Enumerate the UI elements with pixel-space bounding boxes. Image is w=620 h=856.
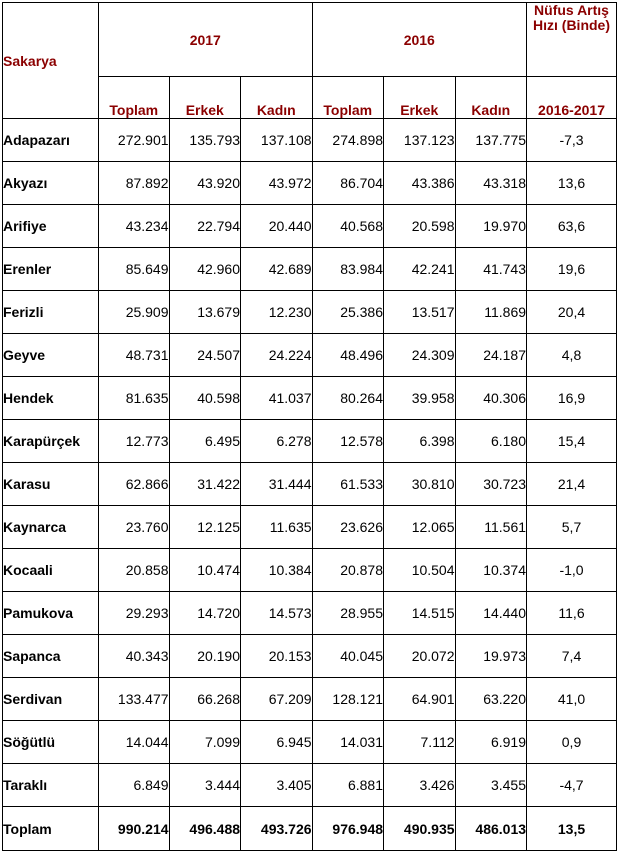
- cell-female-2017: 24.224: [241, 334, 313, 377]
- col-header-growth-period: 2016-2017: [527, 77, 617, 119]
- cell-total-2017: 14.044: [99, 721, 169, 764]
- cell-male-2017: 3.444: [169, 764, 241, 807]
- cell-total-2017: 29.293: [99, 592, 169, 635]
- cell-total-2016: 14.031: [312, 721, 384, 764]
- cell-district-name: Kocaali: [3, 549, 99, 592]
- cell-female-2017: 3.405: [241, 764, 313, 807]
- cell-total-2017: 12.773: [99, 420, 169, 463]
- cell-district-name: Serdivan: [3, 678, 99, 721]
- cell-district-name: Karapürçek: [3, 420, 99, 463]
- cell-growth-rate: 13,6: [527, 162, 617, 205]
- cell-growth-rate: 63,6: [527, 205, 617, 248]
- cell-total-2016: 12.578: [312, 420, 384, 463]
- cell-total-2016: 40.045: [312, 635, 384, 678]
- cell-male-2017: 43.920: [169, 162, 241, 205]
- cell-total-2017: 40.343: [99, 635, 169, 678]
- cell-male-2016: 43.386: [384, 162, 456, 205]
- table-row: [3, 248, 617, 291]
- cell-female-2017: 42.689: [241, 248, 313, 291]
- table-row: [3, 764, 617, 807]
- cell-female-2017: 11.635: [241, 506, 313, 549]
- cell-male-2016: 42.241: [384, 248, 456, 291]
- cell-female-2016: 24.187: [455, 334, 527, 377]
- cell-female-2016: 11.869: [455, 291, 527, 334]
- cell-total-2017: 990.214: [99, 807, 169, 851]
- cell-female-2016: 41.743: [455, 248, 527, 291]
- cell-total-2017: 23.760: [99, 506, 169, 549]
- cell-female-2017: 20.440: [241, 205, 313, 248]
- cell-male-2017: 135.793: [169, 119, 241, 162]
- cell-male-2017: 6.495: [169, 420, 241, 463]
- col-header-female-2016: Kadın: [455, 77, 527, 119]
- cell-total-2017: 43.234: [99, 205, 169, 248]
- cell-male-2016: 24.309: [384, 334, 456, 377]
- year-header-2017: 2017: [99, 3, 312, 77]
- cell-district-name: Hendek: [3, 377, 99, 420]
- cell-total-2017: 81.635: [99, 377, 169, 420]
- cell-female-2017: 20.153: [241, 635, 313, 678]
- table-row: [3, 162, 617, 205]
- header-row-years: [3, 3, 617, 77]
- cell-total-2017: 87.892: [99, 162, 169, 205]
- cell-growth-rate: -4,7: [527, 764, 617, 807]
- col-header-total-2016: Toplam: [312, 77, 384, 119]
- cell-growth-rate: 21,4: [527, 463, 617, 506]
- cell-male-2017: 14.720: [169, 592, 241, 635]
- cell-total-2017: 62.866: [99, 463, 169, 506]
- table-row: [3, 334, 617, 377]
- cell-growth-rate: -1,0: [527, 549, 617, 592]
- cell-district-name: Karasu: [3, 463, 99, 506]
- cell-total-2016: 274.898: [312, 119, 384, 162]
- cell-growth-rate: 16,9: [527, 377, 617, 420]
- cell-district-name: Geyve: [3, 334, 99, 377]
- cell-female-2017: 43.972: [241, 162, 313, 205]
- table-row: [3, 721, 617, 764]
- cell-total-2016: 40.568: [312, 205, 384, 248]
- cell-growth-rate: -7,3: [527, 119, 617, 162]
- cell-district-name: Erenler: [3, 248, 99, 291]
- cell-growth-rate: 0,9: [527, 721, 617, 764]
- cell-female-2017: 12.230: [241, 291, 313, 334]
- cell-total-2017: 48.731: [99, 334, 169, 377]
- cell-growth-rate: 15,4: [527, 420, 617, 463]
- cell-male-2016: 490.935: [384, 807, 456, 851]
- cell-district-name: Adapazarı: [3, 119, 99, 162]
- table-row: [3, 119, 617, 162]
- cell-female-2016: 30.723: [455, 463, 527, 506]
- cell-male-2016: 6.398: [384, 420, 456, 463]
- cell-total-2016: 83.984: [312, 248, 384, 291]
- cell-female-2016: 43.318: [455, 162, 527, 205]
- cell-male-2016: 3.426: [384, 764, 456, 807]
- cell-growth-rate: 41,0: [527, 678, 617, 721]
- cell-female-2017: 493.726: [241, 807, 313, 851]
- cell-total-2016: 48.496: [312, 334, 384, 377]
- cell-total-2016: 61.533: [312, 463, 384, 506]
- cell-female-2016: 6.919: [455, 721, 527, 764]
- cell-growth-rate: 19,6: [527, 248, 617, 291]
- cell-female-2017: 137.108: [241, 119, 313, 162]
- table-row: [3, 377, 617, 420]
- cell-female-2017: 31.444: [241, 463, 313, 506]
- col-header-total-2017: Toplam: [99, 77, 169, 119]
- table-row: [3, 205, 617, 248]
- cell-female-2016: 11.561: [455, 506, 527, 549]
- cell-total-2016: 80.264: [312, 377, 384, 420]
- cell-growth-rate: 7,4: [527, 635, 617, 678]
- cell-female-2017: 6.945: [241, 721, 313, 764]
- table-row: [3, 592, 617, 635]
- cell-female-2016: 137.775: [455, 119, 527, 162]
- cell-total-2017: 133.477: [99, 678, 169, 721]
- cell-male-2016: 64.901: [384, 678, 456, 721]
- cell-male-2017: 10.474: [169, 549, 241, 592]
- cell-total-2016: 128.121: [312, 678, 384, 721]
- cell-female-2017: 14.573: [241, 592, 313, 635]
- cell-male-2017: 31.422: [169, 463, 241, 506]
- cell-male-2017: 24.507: [169, 334, 241, 377]
- cell-district-name: Kaynarca: [3, 506, 99, 549]
- cell-female-2016: 63.220: [455, 678, 527, 721]
- cell-male-2016: 14.515: [384, 592, 456, 635]
- cell-district-name: Taraklı: [3, 764, 99, 807]
- cell-growth-rate: 13,5: [527, 807, 617, 851]
- table-row: [3, 291, 617, 334]
- cell-male-2017: 13.679: [169, 291, 241, 334]
- cell-male-2016: 10.504: [384, 549, 456, 592]
- cell-male-2017: 496.488: [169, 807, 241, 851]
- cell-male-2016: 20.072: [384, 635, 456, 678]
- col-header-female-2017: Kadın: [241, 77, 313, 119]
- col-header-male-2017: Erkek: [169, 77, 241, 119]
- growth-rate-header: Nüfus Artış Hızı (Binde): [527, 3, 617, 77]
- cell-growth-rate: 4,8: [527, 334, 617, 377]
- table-row: [3, 549, 617, 592]
- cell-male-2016: 137.123: [384, 119, 456, 162]
- cell-total-2017: 272.901: [99, 119, 169, 162]
- table-row: [3, 635, 617, 678]
- cell-district-name: Toplam: [3, 807, 99, 851]
- table-body: [3, 119, 617, 851]
- year-header-2016: 2016: [312, 3, 527, 77]
- cell-female-2017: 10.384: [241, 549, 313, 592]
- total-row: [3, 807, 617, 851]
- cell-district-name: Akyazı: [3, 162, 99, 205]
- cell-total-2016: 25.386: [312, 291, 384, 334]
- cell-total-2016: 976.948: [312, 807, 384, 851]
- cell-male-2016: 7.112: [384, 721, 456, 764]
- cell-female-2016: 3.455: [455, 764, 527, 807]
- cell-male-2017: 40.598: [169, 377, 241, 420]
- cell-total-2017: 6.849: [99, 764, 169, 807]
- table-row: [3, 678, 617, 721]
- cell-male-2016: 39.958: [384, 377, 456, 420]
- cell-growth-rate: 11,6: [527, 592, 617, 635]
- cell-male-2017: 12.125: [169, 506, 241, 549]
- table-row: [3, 506, 617, 549]
- cell-total-2017: 20.858: [99, 549, 169, 592]
- col-header-male-2016: Erkek: [384, 77, 456, 119]
- cell-total-2016: 23.626: [312, 506, 384, 549]
- cell-growth-rate: 5,7: [527, 506, 617, 549]
- cell-district-name: Söğütlü: [3, 721, 99, 764]
- cell-district-name: Arifiye: [3, 205, 99, 248]
- cell-male-2016: 12.065: [384, 506, 456, 549]
- cell-female-2017: 41.037: [241, 377, 313, 420]
- cell-female-2016: 19.973: [455, 635, 527, 678]
- cell-total-2016: 86.704: [312, 162, 384, 205]
- cell-total-2016: 28.955: [312, 592, 384, 635]
- cell-district-name: Ferizli: [3, 291, 99, 334]
- table-row: [3, 420, 617, 463]
- cell-male-2016: 13.517: [384, 291, 456, 334]
- cell-district-name: Pamukova: [3, 592, 99, 635]
- cell-total-2016: 6.881: [312, 764, 384, 807]
- cell-female-2016: 6.180: [455, 420, 527, 463]
- cell-total-2017: 85.649: [99, 248, 169, 291]
- cell-male-2017: 42.960: [169, 248, 241, 291]
- cell-female-2016: 40.306: [455, 377, 527, 420]
- cell-female-2016: 14.440: [455, 592, 527, 635]
- population-table: [2, 2, 617, 851]
- cell-male-2017: 20.190: [169, 635, 241, 678]
- cell-male-2016: 20.598: [384, 205, 456, 248]
- cell-male-2017: 7.099: [169, 721, 241, 764]
- cell-female-2016: 19.970: [455, 205, 527, 248]
- cell-growth-rate: 20,4: [527, 291, 617, 334]
- corner-header: Sakarya: [3, 3, 99, 119]
- cell-female-2016: 10.374: [455, 549, 527, 592]
- cell-female-2017: 6.278: [241, 420, 313, 463]
- cell-male-2017: 66.268: [169, 678, 241, 721]
- cell-female-2016: 486.013: [455, 807, 527, 851]
- cell-male-2017: 22.794: [169, 205, 241, 248]
- cell-district-name: Sapanca: [3, 635, 99, 678]
- cell-total-2017: 25.909: [99, 291, 169, 334]
- cell-total-2016: 20.878: [312, 549, 384, 592]
- table-row: [3, 463, 617, 506]
- cell-female-2017: 67.209: [241, 678, 313, 721]
- cell-male-2016: 30.810: [384, 463, 456, 506]
